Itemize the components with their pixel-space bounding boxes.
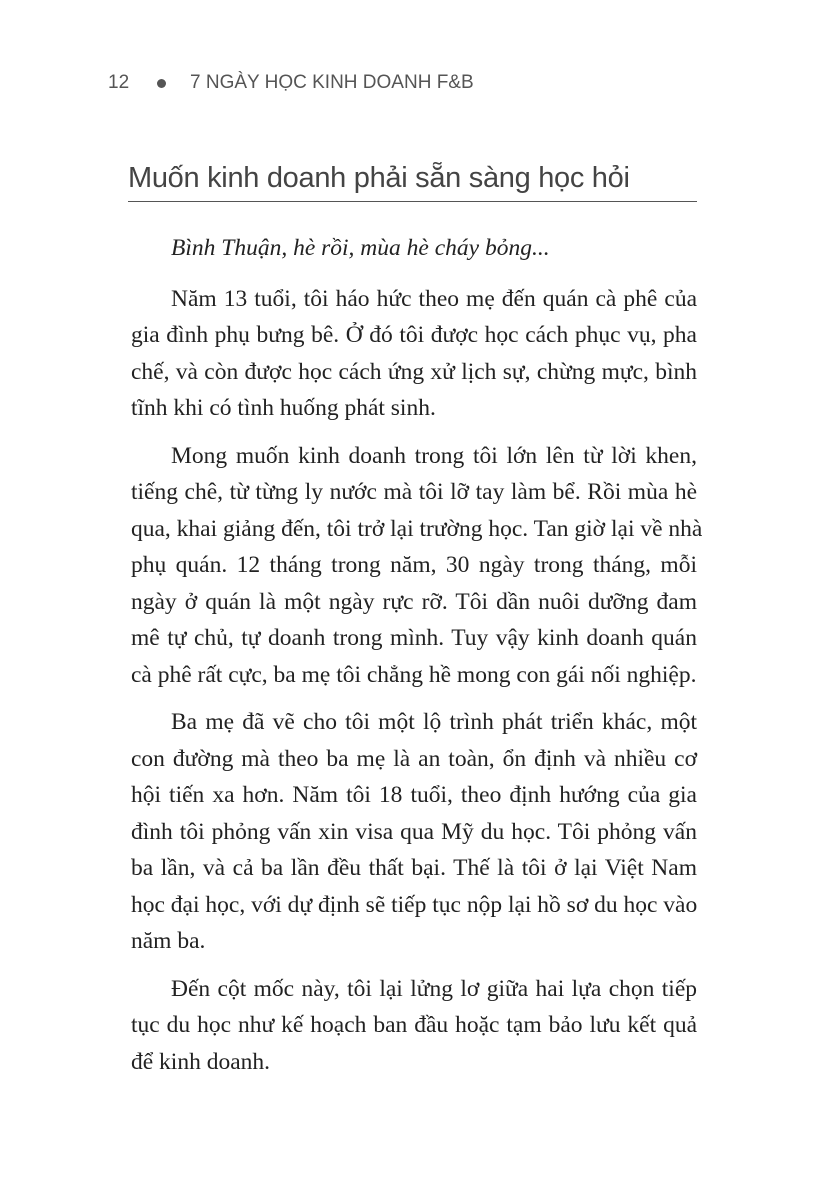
text-line: ba lần, và cả ba lần đều thất bại. Thế là tôi ở lại Việt Nam	[131, 855, 697, 881]
text-line: đình tôi phỏng vấn xin visa qua Mỹ du học. Tôi phỏng vấn	[131, 818, 697, 845]
text-line: Mong muốn kinh doanh trong tôi lớn lên từ lời khen,	[171, 442, 697, 469]
epigraph: Bình Thuận, hè rồi, mùa hè cháy bỏng...	[171, 235, 550, 261]
text-line: học đại học, với dự định sẽ tiếp tục nộp lại hồ sơ du học vào	[131, 891, 698, 918]
text-line: để kinh doanh.	[131, 1048, 271, 1075]
text-line: tiếng chê, từ từng ly nước mà tôi lỡ tay làm bể. Rồi mùa hè	[131, 479, 697, 505]
paragraph	[131, 438, 703, 694]
paragraph	[131, 971, 697, 1081]
text-line: con đường mà theo ba mẹ là an toàn, ổn định và nhiều cơ	[131, 745, 697, 772]
text-line: cà phê rất cực, ba mẹ tôi chẳng hề mong con gái nối nghiệp.	[131, 661, 697, 688]
text-line: ngày ở quán là một ngày rực rỡ. Tôi dần nuôi dưỡng đam	[131, 588, 697, 615]
text-line: Năm 13 tuổi, tôi háo hức theo mẹ đến quán cà phê của	[171, 285, 697, 312]
text-line: năm ba.	[131, 928, 206, 954]
page-number: 12	[108, 72, 130, 93]
text-line: hội tiến xa hơn. Năm tôi 18 tuổi, theo định hướng của gia	[131, 782, 697, 808]
text-line: tĩnh khi có tình huống phát sinh.	[131, 395, 436, 421]
text-line: tục du học như kế hoạch ban đầu hoặc tạm bảo lưu kết quả	[131, 1012, 697, 1038]
book-title: 7 NGÀY HỌC KINH DOANH F&B	[190, 72, 474, 93]
paragraph	[131, 704, 697, 960]
text-line: gia đình phụ bưng bê. Ở đó tôi được học cách phục vụ, pha	[131, 322, 697, 348]
section-title: Muốn kinh doanh phải sẵn sàng học hỏi	[128, 162, 697, 202]
running-header	[108, 72, 474, 94]
text-line: mê tự chủ, tự doanh trong mình. Tuy vậy kinh doanh quán	[131, 625, 697, 651]
paragraph	[131, 281, 697, 427]
text-line: Ba mẹ đã vẽ cho tôi một lộ trình phát triển khác, một	[171, 709, 697, 735]
bullet-separator	[157, 79, 166, 88]
body-text	[131, 230, 703, 1091]
text-line: phụ quán. 12 tháng trong năm, 30 ngày trong tháng, mỗi	[131, 552, 697, 578]
text-line: chế, và còn được học cách ứng xử lịch sự, chừng mực, bình	[131, 358, 697, 385]
text-line: qua, khai giảng đến, tôi trở lại trường học. Tan giờ lại về nhà	[131, 515, 703, 542]
text-line: Đến cột mốc này, tôi lại lửng lơ giữa hai lựa chọn tiếp	[171, 975, 697, 1002]
